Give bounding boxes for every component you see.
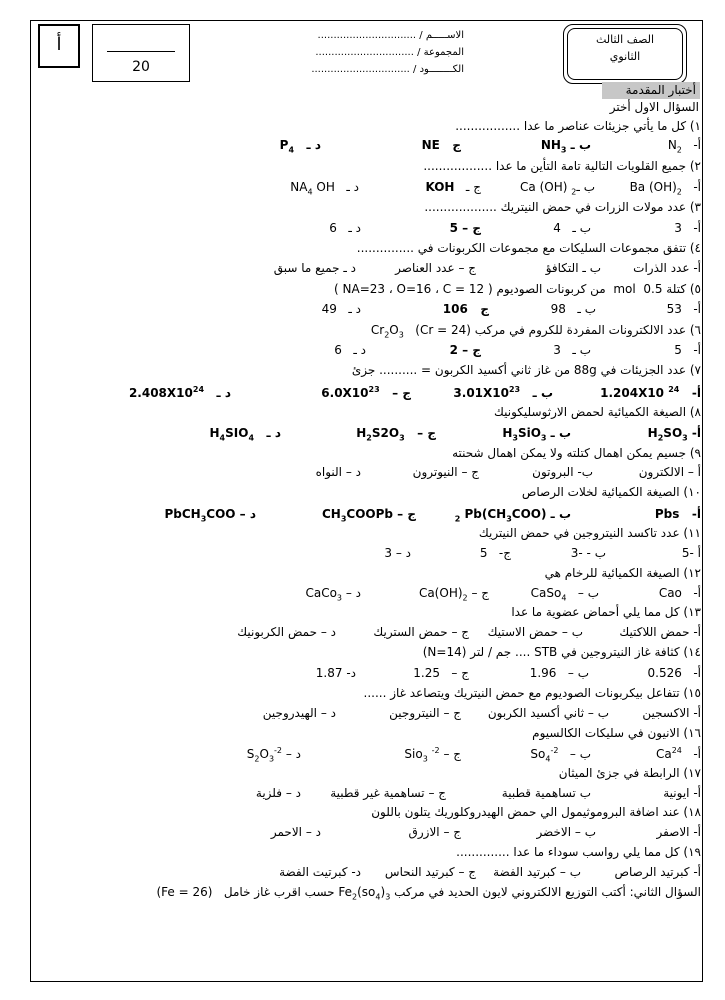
q16-option-c[interactable]: ج – Sio$_3$ $^{-2}$: [404, 746, 461, 764]
section2-text: السؤال الثاني: أكتب التوزيع الالكتروني لايون الحديد في مركب $Fe_2(so_4)_3$ حسب اقرب غاز خامل (Fe = 26): [156, 885, 701, 902]
score-value: 20: [132, 59, 150, 75]
q9-option-d[interactable]: د – النواه: [315, 465, 361, 479]
question-8: [40, 405, 701, 423]
q12-option-c[interactable]: ج – $Ca(OH)_2$: [418, 586, 489, 603]
question-13: [40, 605, 701, 623]
q9-option-a[interactable]: أ – الالكترون: [638, 465, 701, 479]
question-18-text: ١٨) عند اضافة البروموثيمول الي حمض الهيدروكلوريك يتلون باللون: [371, 805, 701, 819]
question-7-text: ٧) عدد الجزيئات في 88g من غاز ثاني أكسيد الكربون = .......... جزئ: [351, 363, 701, 377]
q14-option-d[interactable]: د- 1.87: [315, 666, 356, 680]
question-19: [40, 845, 701, 863]
q11-option-c[interactable]: ج- 5: [479, 546, 511, 560]
q5-option-a[interactable]: أ- 53: [666, 302, 701, 316]
q17-option-a[interactable]: أ- ايونية: [663, 786, 701, 800]
question-14: [40, 645, 701, 663]
question-8-text: ٨) الصيغة الكميائية لحمض الارثوسليكونيك: [494, 405, 701, 419]
q8-option-a[interactable]: أ- $H_2SO_3$: [647, 426, 701, 443]
q18-option-b[interactable]: ب – الاخضر: [536, 825, 596, 839]
q3-option-b[interactable]: ب ـ 4: [553, 221, 591, 235]
q13-option-c[interactable]: ج – حمض الستريك: [373, 625, 469, 639]
section2-question: [40, 885, 701, 903]
q5-option-c[interactable]: ج 106: [442, 302, 489, 316]
name-label: الاســـــم /: [419, 30, 464, 41]
q8-option-c[interactable]: ج – $H_2S2O_3$: [356, 426, 436, 443]
question-9: [40, 446, 701, 464]
question-6: [40, 323, 701, 341]
q9-option-b[interactable]: ب- البروتون: [532, 465, 593, 479]
name-dots: ...............................: [317, 30, 417, 41]
q3-option-d[interactable]: د ـ 6: [329, 221, 361, 235]
q8-option-d[interactable]: د ـ $H_4SIO_4$: [209, 426, 281, 443]
question-10-options: [40, 507, 701, 525]
question-5: [40, 282, 701, 300]
q7-option-d[interactable]: د ـ $2.408X10^{24}$: [128, 385, 231, 400]
q3-option-a[interactable]: أ- 3: [674, 221, 701, 235]
q10-option-d[interactable]: د – PbCH$_3$COO: [164, 507, 256, 524]
exam-title: أختبار المقدمة: [602, 82, 700, 99]
q14-option-a[interactable]: أ- 0.526: [647, 666, 701, 680]
q1-option-d[interactable]: د ـ $P_4$: [279, 138, 321, 155]
question-4-options: [40, 261, 701, 279]
question-18-options: [40, 825, 701, 843]
q1-option-a[interactable]: أ- $N_2$: [667, 138, 701, 155]
question-14-text: ١٤) كثافة غاز النيتروجين في STB .... جم / لتر (N=14): [422, 645, 701, 659]
q13-option-a[interactable]: أ- حمض اللاكتيك: [619, 625, 701, 639]
q4-option-a[interactable]: أ- عدد الذرات: [633, 261, 701, 275]
q2-option-d[interactable]: د ـ $NA_4$ OH: [290, 180, 359, 197]
section1-title: السؤال الاول أختر: [609, 100, 699, 114]
q13-option-d[interactable]: د – حمض الكربونيك: [237, 625, 336, 639]
question-3-text: ٣) عدد مولات الزرات في حمض النيتريك ...................: [424, 200, 701, 214]
question-2: [40, 159, 701, 177]
q6-option-c[interactable]: ج – 2: [449, 343, 481, 357]
q17-option-d[interactable]: د – فلزية: [255, 786, 301, 800]
q18-option-d[interactable]: د – الاحمر: [270, 825, 321, 839]
question-5-options: [40, 302, 701, 320]
q10-option-b[interactable]: ب ـ $(CH_3COO)_2$ Pb: [454, 507, 571, 524]
q8-option-b[interactable]: ب ـ $H_3SiO_3$: [502, 426, 571, 443]
question-5-text: ٥) كتلة 0.5 mol من كربونات الصوديوم ( NA=23 ، O=16 ، C = 12 ): [334, 282, 701, 296]
q12-option-a[interactable]: أ- Cao: [658, 586, 701, 600]
q11-option-d[interactable]: د – 3: [384, 546, 411, 560]
question-8-options: [40, 426, 701, 444]
question-1: [40, 119, 701, 137]
question-1-text: ١) كل ما يأتي جزيئات عناصر ما عدا .................: [455, 119, 701, 133]
question-11: [40, 526, 701, 544]
question-9-text: ٩) جسيم يمكن اهمال كتلته ولا يمكن اهمال شحنته: [452, 446, 701, 460]
q5-option-d[interactable]: د ـ 49: [321, 302, 361, 316]
q16-option-b[interactable]: ب – $So_4^{-2}$: [530, 746, 591, 764]
question-6-text: ٦) عدد الالكترونات المفردة للكروم في مركب $Cr_2O_3$ (Cr = 24): [370, 323, 701, 340]
question-15-text: ١٥) تتفاعل بيكربونات الصوديوم مع حمض النيتريك ويتصاعد غاز ......: [363, 686, 701, 700]
code-field[interactable]: [311, 64, 464, 75]
q12-option-b[interactable]: ب – CaSo$_4$: [530, 586, 599, 603]
question-12-options: [40, 586, 701, 604]
q7-option-a[interactable]: أ- 1.204X10 $^{24}$: [600, 385, 701, 400]
question-19-options: [40, 865, 701, 883]
q2-option-a[interactable]: أ- Ba $(OH)_2$: [629, 180, 701, 197]
q18-option-a[interactable]: أ- الاصفر: [656, 825, 701, 839]
code-label: الكــــــــود /: [413, 64, 464, 75]
q4-option-d[interactable]: د ـ جميع ما سبق: [273, 261, 356, 275]
question-7: [40, 363, 701, 381]
question-2-options: [40, 180, 701, 198]
code-dots: ...............................: [311, 64, 410, 75]
question-3: [40, 200, 701, 218]
q18-option-c[interactable]: ج – الازرق: [408, 825, 461, 839]
score-line: [107, 51, 175, 52]
question-13-options: [40, 625, 701, 643]
question-16: [40, 726, 701, 744]
q11-option-a[interactable]: أ -5: [681, 546, 701, 560]
grade-line1: الصف الثالث: [595, 33, 655, 46]
q1-option-c[interactable]: ج NE: [421, 138, 461, 152]
question-1-options: [40, 138, 701, 156]
name-field[interactable]: [318, 30, 464, 41]
q11-option-b[interactable]: ب - -3: [570, 546, 606, 560]
question-2-text: ٢) جميع القلويات التالية تامة التأين ما عدا ..................: [423, 159, 701, 173]
question-4-text: ٤) تتفق مجموعات السليكات مع مجموعات الكربونات في ...............: [356, 241, 701, 255]
q2-option-c[interactable]: ج ـ KOH: [425, 180, 481, 194]
question-10-text: ١٠) الصيغة الكميائية لخلات الرصاص: [521, 485, 701, 499]
q15-option-c[interactable]: ج – النيتروجين: [389, 706, 461, 720]
question-9-options: [40, 465, 701, 483]
grade-line2: الثانوي: [609, 50, 641, 63]
question-4: [40, 241, 701, 259]
q12-option-d[interactable]: د – CaCo$_3$: [305, 586, 361, 603]
q13-option-b[interactable]: ب – حمض الاستيك: [487, 625, 583, 639]
q4-option-b[interactable]: ب ـ التكافؤ: [545, 261, 601, 275]
group-dots: ...............................: [315, 47, 414, 58]
q16-option-a[interactable]: أ- Ca$^{24}$: [655, 746, 701, 761]
q6-option-d[interactable]: د ـ 6: [334, 343, 366, 357]
q7-option-b[interactable]: ب ـ $3.01X10^{23}$: [453, 385, 553, 400]
q6-option-b[interactable]: ب ـ 3: [553, 343, 591, 357]
q6-option-a[interactable]: أ- 5: [674, 343, 701, 357]
grade-box: [567, 28, 683, 80]
q10-option-c[interactable]: ج – $CH_3COOPb$: [321, 507, 416, 524]
question-17-text: ١٧) الرابطة في جزئ الميثان: [558, 766, 701, 780]
question-12: [40, 566, 701, 584]
q16-option-d[interactable]: د – $S_2O_3^{-2}$: [246, 746, 301, 764]
question-16-text: ١٦) الانيون في سليكات الكالسيوم: [532, 726, 701, 740]
question-15-options: [40, 706, 701, 724]
q19-option-d[interactable]: د- كبرتيت الفضة: [279, 865, 361, 879]
question-13-text: ١٣) كل مما يلي أحماض عضوية ما عدا: [511, 605, 701, 619]
q7-option-c[interactable]: ج – $6.0X10^{23}$: [321, 385, 411, 400]
question-12-text: ١٢) الصيغة الكميائية للرخام هي: [544, 566, 701, 580]
q14-option-b[interactable]: ب – 1.96: [529, 666, 589, 680]
q4-option-c[interactable]: ج – عدد العناصر: [395, 261, 476, 275]
q3-option-c[interactable]: ج – 5: [449, 221, 481, 235]
question-18: [40, 805, 701, 823]
question-6-options: [40, 343, 701, 361]
q17-option-c[interactable]: ج – تساهمية غير قطبية: [330, 786, 446, 800]
question-16-options: [40, 746, 701, 764]
question-3-options: [40, 221, 701, 239]
q9-option-c[interactable]: ج – النيوترون: [412, 465, 479, 479]
version-box: أ: [38, 24, 80, 68]
question-11-text: ١١) عدد تاكسد النيتروجين في حمض النيتريك: [478, 526, 701, 540]
q19-option-b[interactable]: ب – كبرتيد الفضة: [493, 865, 581, 879]
q14-option-c[interactable]: ج – 1.25: [413, 666, 469, 680]
q17-option-b[interactable]: ب تساهمية قطبية: [501, 786, 591, 800]
q10-option-a[interactable]: أ- Pbs: [654, 507, 701, 521]
q2-option-b[interactable]: ب ـ$_2$ Ca (OH): [520, 180, 595, 197]
question-14-options: [40, 666, 701, 684]
question-7-options: [40, 385, 701, 403]
question-10: [40, 485, 701, 503]
q15-option-a[interactable]: أ- الاكسجين: [642, 706, 701, 720]
question-17: [40, 766, 701, 784]
q19-option-a[interactable]: أ- كبرتيد الرصاص: [614, 865, 701, 879]
question-19-text: ١٩) كل مما يلي رواسب سوداء ما عدا ..............: [456, 845, 701, 859]
group-label: المجموعة /: [417, 47, 464, 58]
q5-option-b[interactable]: ب ـ 98: [550, 302, 596, 316]
question-15: [40, 686, 701, 704]
question-11-options: [40, 546, 701, 564]
q1-option-b[interactable]: ب ـ $NH_3$: [540, 138, 591, 155]
group-field[interactable]: [315, 47, 464, 58]
q19-option-c[interactable]: ج – كبرتيد النحاس: [384, 865, 476, 879]
question-17-options: [40, 786, 701, 804]
score-box: [92, 24, 190, 82]
q15-option-d[interactable]: د – الهيدروجين: [262, 706, 336, 720]
q15-option-b[interactable]: ب – ثاني أكسيد الكربون: [487, 706, 609, 720]
